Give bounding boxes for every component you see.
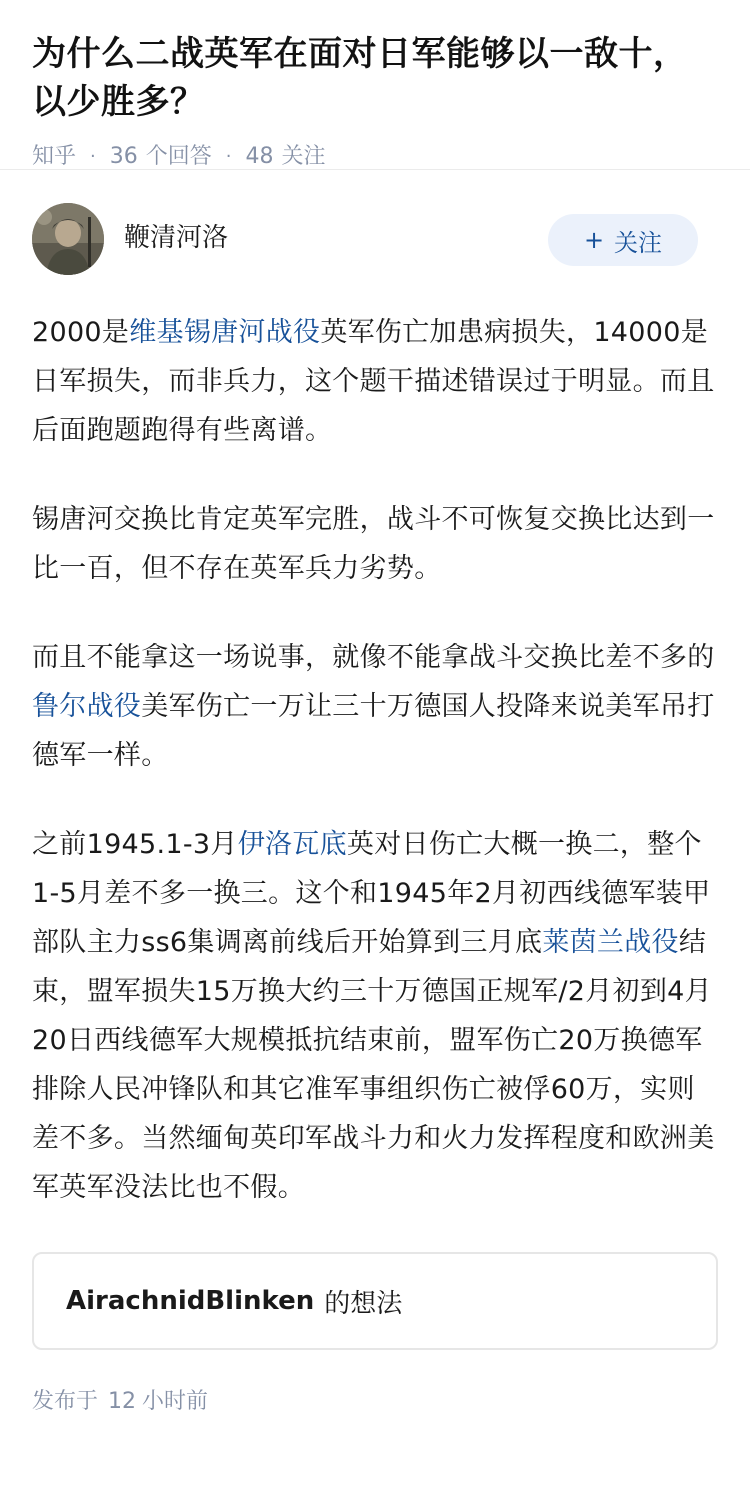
- paragraph: [32, 495, 718, 593]
- card-suffix: 的想法: [324, 1288, 403, 1319]
- wiki-link-ruhr-battle[interactable]: 鲁尔战役: [32, 691, 142, 722]
- separator-dot: ·: [90, 146, 96, 167]
- question-header: [0, 0, 750, 170]
- question-title[interactable]: 为什么二战英军在面对日军能够以一敌十，以少胜多？: [32, 34, 688, 122]
- text-span: 2000是: [32, 317, 130, 348]
- follow-button-label: 关注: [614, 228, 663, 257]
- answer-count-label: 个回答: [145, 144, 212, 169]
- paragraph: [32, 308, 718, 455]
- question-meta: [32, 142, 718, 172]
- publish-time: [32, 1384, 718, 1415]
- answer-count: 36: [109, 144, 138, 169]
- plus-icon: +: [583, 226, 605, 254]
- paragraph: [32, 633, 718, 780]
- wiki-link-rhineland-battle[interactable]: 莱茵兰战役: [542, 927, 679, 958]
- follow-count-label: 关注: [281, 144, 326, 169]
- avatar[interactable]: [32, 203, 104, 275]
- answer: [0, 170, 750, 1415]
- publish-number: 12: [108, 1389, 137, 1414]
- text-span: 结束，盟军损失15万换大约三十万德国正规军/2月初到4月20日西线德军大规模抵抗结束前，盟军伤亡20万换德军排除人民冲锋队和其它准军事组织伤亡被俘60万，实则差不多。当然缅甸英印军战斗力和火力发挥程度和欧洲美军英军没法比也不假。: [32, 927, 715, 1203]
- text-span: 锡唐河交换比肯定英军完胜，战斗不可恢复交换比达到一比一百，但不存在英军兵力劣势。: [32, 504, 715, 584]
- card-author-name: AirachnidBlinken: [66, 1286, 315, 1316]
- author-name[interactable]: 鞭清河洛: [124, 222, 229, 253]
- wiki-link-irrawaddy[interactable]: 伊洛瓦底: [237, 829, 347, 860]
- thought-card[interactable]: [32, 1252, 718, 1350]
- text-span: 之前1945.1-3月: [32, 829, 238, 860]
- text-span: 而且不能拿这一场说事，就像不能拿战斗交换比差不多的: [32, 642, 715, 673]
- follow-button[interactable]: [548, 214, 698, 266]
- text-span: 英对日伤亡大概一换二，整个1-5月差不多一换三。这个和1945年2月初西线德军装甲部队主力ss6集调离前线后开始算到三月底: [32, 829, 711, 958]
- separator-dot: ·: [225, 146, 232, 167]
- wiki-link-sittang-battle[interactable]: 维基锡唐河战役: [129, 317, 321, 348]
- publish-prefix: 发布于: [32, 1389, 99, 1414]
- avatar-photo-icon: [32, 203, 104, 275]
- source-label[interactable]: 知乎: [32, 144, 77, 169]
- text-span: 英军伤亡加患病损失，14000是日军损失，而非兵力，这个题干描述错误过于明显。而且后面跑题跑得有些离谱。: [32, 317, 715, 446]
- follow-count: 48: [245, 144, 274, 169]
- answer-content: [32, 308, 718, 1212]
- author-row: [32, 170, 718, 308]
- paragraph: [32, 820, 718, 1212]
- text-span: 美军伤亡一万让三十万德国人投降来说美军吊打德军一样。: [32, 691, 715, 771]
- publish-unit: 小时前: [142, 1389, 209, 1414]
